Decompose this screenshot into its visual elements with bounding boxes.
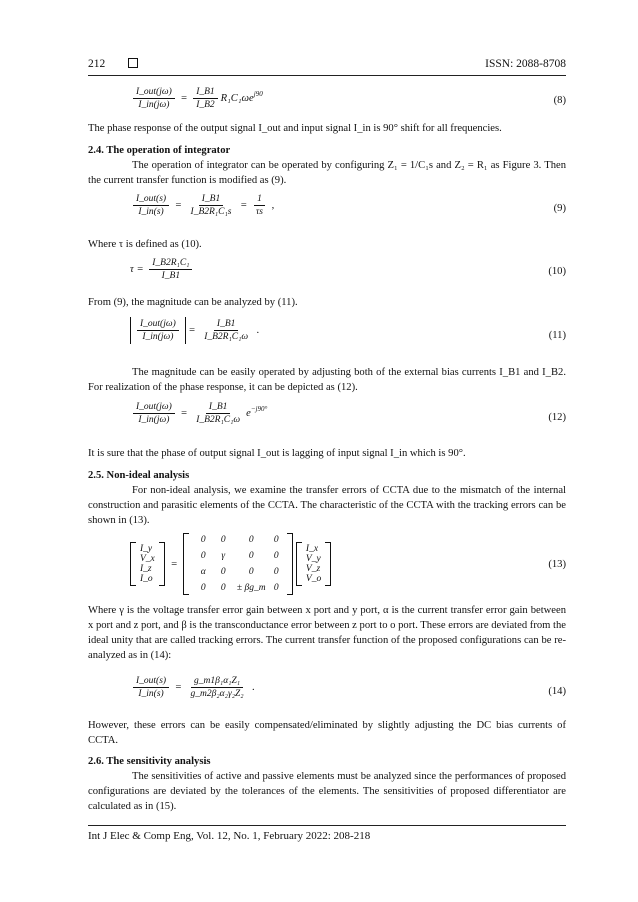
eq13-matrix	[183, 533, 293, 595]
eq9-number: (9)	[553, 203, 566, 214]
eq13-matrix-cell: 0	[220, 567, 226, 577]
eq13-matrix-cell: 0	[200, 551, 206, 561]
eq12-lhs-num: I_out(jω)	[133, 402, 175, 414]
eq13-matrix-cell: 0	[200, 583, 206, 593]
eq8-number: (8)	[553, 95, 566, 106]
paragraph-phase-response: The phase response of the output signal I_out and input signal I_in is 90° shift for all frequencies.	[88, 123, 502, 134]
eq13-matrix-cell: 0	[248, 567, 254, 577]
eq13-matrix-cell: 0	[273, 567, 279, 577]
eq9-lhs-num: I_out(s)	[133, 194, 169, 206]
eq9-rhs-num: 1	[254, 194, 265, 206]
eq9-mid-num: I_B1	[199, 194, 223, 206]
equation-9: $\frac{\text{I\_out(s)}}{I\_in(s)}$ = $\frac{I\_B1}{\text{I\_B2R₁C₁s}}$ = $\frac{1}{\tau s}$ ,	[130, 194, 274, 217]
checkbox-icon	[124, 58, 142, 70]
eq8-rhs-tail: R₁C₁ωe	[220, 92, 254, 104]
eq11-lhs-num: I_out(jω)	[137, 319, 179, 331]
header-divider	[88, 75, 566, 76]
eq13-right-entry-0: I_x	[305, 544, 319, 554]
eq10-lhs: τ =	[130, 263, 144, 275]
eq9-lhs-den: I_in(s)	[138, 207, 164, 217]
eq8-rhs-exp: j90	[253, 89, 263, 98]
journal-issn: ISSN: 2088-8708	[485, 58, 566, 70]
eq14-lhs-den: I_in(s)	[138, 689, 164, 699]
paragraph-tau: Where τ is defined as (10).	[88, 239, 202, 250]
eq11-rhs-num: I_B1	[214, 319, 238, 331]
paragraph-phase-lagging: It is sure that the phase of output signal I_out is lagging of input signal I_in which is 90°.	[88, 448, 466, 459]
eq13-right-entry-2: V_z	[305, 564, 321, 574]
equation-10	[130, 258, 195, 281]
eq8-lhs-num: I_out(jω)	[133, 87, 175, 99]
eq9-mid-den: I_B2R₁C₁s	[190, 207, 232, 217]
eq10-rhs-num: I_B2R₁C₁	[149, 258, 192, 270]
eq13-right-entry-3: V_o	[305, 574, 322, 584]
eq12-rhs-exp: −j90°	[250, 404, 268, 413]
eq11-rhs-den: I_B2R₁C₁ω	[204, 332, 249, 342]
paragraph-tracking-errors: Where γ is the voltage transfer error gain between x port and y port, α is the current transfer error gain between x port and z port, and β is the transconductance error between z port to o port. These errors are deviated from the ideal unity that are called tracking errors. The current transfer function of the proposed configurations can be re-analyzed as in (14):	[88, 605, 566, 661]
eq10-rhs-den: I_B1	[161, 271, 181, 281]
paragraph-bias-currents: The magnitude can be easily operated by adjusting both of the external bias currents I_B1 and I_B2. For realization of the phase response, it can be depicted as (12).	[88, 367, 566, 393]
eq13-matrix-cell: 0	[248, 535, 254, 545]
eq12-rhs-den: I_B2R₁C₁ω	[196, 415, 241, 425]
eq11-number: (11)	[548, 330, 566, 341]
eq13-matrix-cell: 0	[273, 551, 279, 561]
eq13-matrix-cell: γ	[221, 551, 226, 561]
paragraph-sensitivity: The sensitivities of active and passive elements must be analyzed since the performances of proposed configurations are deviated by the tolerances of the elements. The sensitivities of proposed differentiator are calculated as in (15).	[88, 771, 566, 812]
eq12-rhs-num: I_B1	[206, 402, 230, 414]
eq8-rhs-den: I_B2	[196, 100, 215, 110]
section-2-4-heading: 2.4. The operation of integrator	[88, 145, 231, 156]
eq10-number: (10)	[548, 266, 566, 277]
eq13-matrix-cell: 0	[273, 535, 279, 545]
eq8-lhs-den: I_in(jω)	[138, 100, 170, 110]
eq13-matrix-cell: 0	[248, 551, 254, 561]
eq12-rhs-tail: e	[246, 407, 251, 419]
paragraph-compensation: However, these errors can be easily compensated/eliminated by slightly adjusting the DC bias currents of CCTA.	[88, 720, 566, 746]
eq13-right-entry-1: V_y	[305, 554, 321, 564]
paragraph-nonideal: For non-ideal analysis, we examine the transfer errors of CCTA due to the mismatch of the internal construction and parasitic elements of the CCTA. The characteristic of the CCTA with the tracking errors can be shown in (13).	[88, 485, 566, 526]
eq13-matrix-cell: 0	[220, 535, 226, 545]
eq14-lhs-num: I_out(s)	[133, 676, 169, 688]
footer-divider	[88, 825, 566, 826]
eq13-number: (13)	[548, 559, 566, 570]
eq9-rhs-den: τs	[255, 207, 264, 217]
paragraph-magnitude-intro: From (9), the magnitude can be analyzed by (11).	[88, 297, 298, 308]
eq14-number: (14)	[548, 686, 566, 697]
eq12-number: (12)	[548, 412, 566, 423]
equation-11: $\frac{\text{I\_out(jω)}}{I\_in(j\omega)}$ = $\frac{I\_B1}{\text{I\_B2R₁C₁ω}}$ .	[130, 317, 259, 344]
section-2-5-heading: 2.5. Non-ideal analysis	[88, 470, 190, 481]
eq13-right-vector	[296, 542, 331, 586]
section-2-6-heading: 2.6. The sensitivity analysis	[88, 756, 211, 767]
eq8-rhs-num: I_B1	[193, 87, 217, 99]
paragraph-integrator: The operation of integrator can be operated by configuring Z₁ = 1/C₁s and Z₂ = R₁ as Figure 3. Then the current transfer function is modified as (9).	[88, 160, 566, 186]
eq13-left-vector	[130, 542, 165, 586]
equation-14: $\frac{\text{I\_out(s)}}{I\_in(s)}$ = $\frac{\text{g\_m1β₁α₁Z₁}}{\text{g\_m2β₂α₂γ₂Z₂}}$ .	[130, 676, 255, 699]
eq13-matrix-cell: 0	[200, 535, 206, 545]
eq13-left-entry-1: V_x	[140, 554, 155, 564]
equation-12: $\frac{\text{I\_out(jω)}}{I\_in(j\omega)}$ = $\frac{I\_B1}{\text{I\_B2R₁C₁ω}}$ $e^{-j90^\circ}$	[130, 402, 267, 425]
eq13-left-entry-2: I_z	[140, 564, 152, 574]
footer-citation: Int J Elec & Comp Eng, Vol. 12, No. 1, February 2022: 208-218	[88, 830, 371, 842]
eq13-left-entry-0: I_y	[140, 544, 153, 554]
eq11-lhs-den: I_in(jω)	[142, 332, 174, 342]
eq13-matrix-cell: 0	[273, 583, 279, 593]
eq13-matrix-cell: α	[200, 567, 206, 577]
eq14-rhs-den: g_m2β₂α₂γ₂Z₂	[190, 689, 244, 699]
eq14-rhs-num: g_m1β₁α₁Z₁	[191, 676, 243, 688]
equation-8: $\frac{\text{I\_out(jω)}}{I\_in(j\omega)}$ = $\frac{I\_B1}{I\_B2}$ $R_1C_1\omega e^{j90}$	[130, 87, 263, 110]
page-number: 212	[88, 58, 106, 70]
eq13-matrix-cell: ± βg_m	[236, 583, 266, 593]
equation-13: I_y V_x I_z I_o = 0 0 0 0 0 γ 0 0 α 0 0 0 0 0 ± βg_m 0 I_x V_y V_z V_o	[130, 533, 331, 595]
eq13-left-entry-3: I_o	[140, 574, 153, 584]
eq13-matrix-cell: 0	[220, 583, 226, 593]
eq12-lhs-den: I_in(jω)	[138, 415, 170, 425]
